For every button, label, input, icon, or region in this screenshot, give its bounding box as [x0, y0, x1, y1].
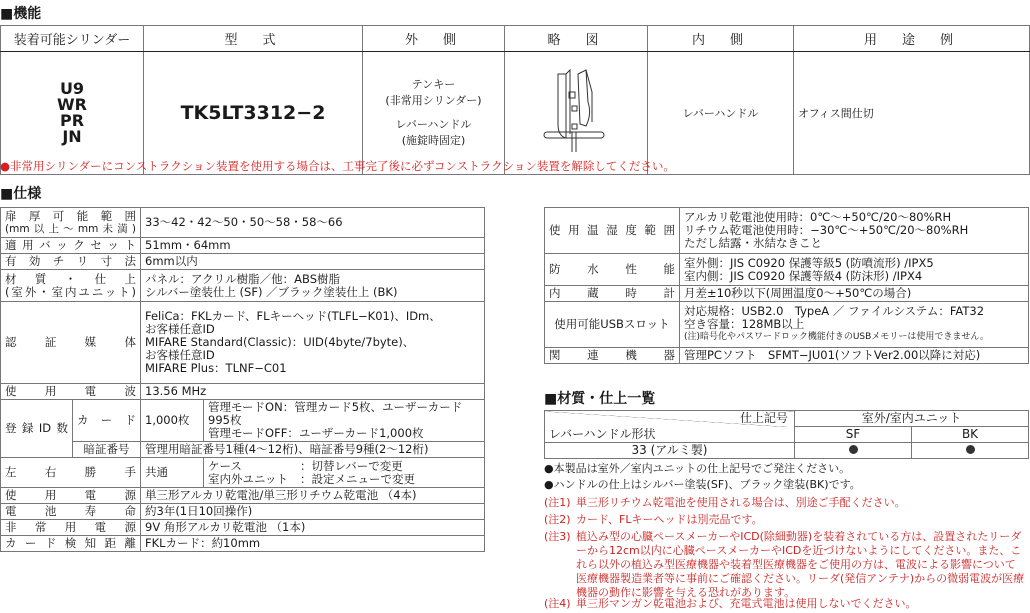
hand-case-label: ケース [208, 458, 242, 473]
red-note-3 [544, 530, 1026, 600]
waterproof-value [680, 254, 1029, 286]
value-line: 空き容量：128MB以上 [684, 317, 805, 331]
value-line: FeliCa：FKLカード、FLキーヘッド(TLFL−K01)、IDm、 [145, 309, 441, 323]
value-line: シルバー塗装仕上 (SF) ／ブラック塗装仕上 (BK) [145, 284, 398, 299]
value-line: ただし結露・氷結なきこと [684, 236, 822, 250]
value-line: アルカリ乾電池使用時：0℃～+50℃/20～80%RH [684, 210, 952, 224]
cylinder-wr: WR [57, 95, 87, 114]
related-label: 関連機器 [545, 348, 680, 364]
function-table [0, 25, 1030, 175]
sf-available [795, 443, 912, 459]
label-line: (mm以上～mm未満) [5, 222, 136, 235]
distance-label: カード検知距離 [1, 536, 141, 552]
hand-common: 共通 [141, 458, 204, 488]
finish-label [1, 270, 141, 302]
backset-value: 51mm・64mm [141, 238, 485, 254]
available-dot-icon [849, 445, 858, 454]
reg-id-label: 登録ID数 [1, 400, 73, 458]
auth-label: 認証媒体 [1, 302, 141, 384]
header-sketch: 略 図 [505, 26, 648, 52]
lever-handle-sketch-icon [536, 62, 616, 162]
latch-value: 6mm以内 [141, 254, 485, 270]
header-outer: 外 側 [363, 26, 505, 52]
available-dot-icon [966, 445, 975, 454]
card-count: 1,000枚 [141, 400, 204, 442]
label-line: (室外・室内ユニット) [5, 284, 136, 299]
card-label: カード [73, 400, 141, 442]
value-line: 室内側：JIS C0920 保護等級4 (防沫形) /IPX4 [684, 268, 923, 283]
note-finish: ●ハンドルの仕上はシルバー塗装(SF)、ブラック塗装(BK)です。 [544, 478, 861, 491]
header-use: 用 途 例 [794, 26, 1030, 52]
outer-line: レバーハンドル [395, 118, 472, 131]
model-number: TK5LT3312−2 [144, 52, 363, 175]
value-line: MIFARE Standard(Classic)：UID(4byte/7byte)、 [145, 335, 415, 349]
value-line: MIFARE Plus：TLNF−C01 [145, 361, 287, 375]
distance-value: FKLカード：約10mm [141, 536, 485, 552]
cylinder-list [1, 52, 144, 175]
backset-label: 適用バックセット [1, 238, 141, 254]
env-label: 使用温湿度範囲 [545, 208, 680, 254]
waterproof-label: 防水性能 [545, 254, 680, 286]
spec-section-title: ■仕様 [0, 186, 42, 202]
value-line: 管理モードON：管理カード5枚、ユーザーカード995枚 [208, 400, 463, 427]
outer-line: (非常用シリンダー) [385, 94, 482, 107]
door-thickness-label [1, 208, 141, 238]
header-cylinder: 装着可能シリンダー [1, 26, 144, 52]
lever-shape-label: レバーハンドル形状 [545, 427, 795, 443]
card-modes [204, 400, 485, 442]
outer-side [363, 52, 505, 175]
power-value: 単三形アルカリ乾電池/単三形リチウム乾電池 （4本) [141, 488, 485, 504]
auth-value [141, 302, 485, 384]
emergency-label: 非常用電源 [1, 520, 141, 536]
hand-detail [204, 458, 485, 488]
inner-side: レバーハンドル [648, 52, 794, 175]
label-line: 扉厚可能範囲 [5, 208, 136, 223]
shape-value: 33 (アルミ製) [545, 443, 795, 459]
latch-label: 有効チリ寸法 [1, 254, 141, 270]
value-line: リチウム乾電池使用時：−30℃～+50℃/20～80%RH [684, 223, 969, 237]
label-line: 材質・仕上 [5, 271, 136, 286]
header-inner: 内 側 [648, 26, 794, 52]
value-line: 対応規格：USB2.0 TypeA ／ ファイルシステム：FAT32 [684, 304, 985, 318]
note-mark: (注4) [544, 597, 571, 610]
function-section-title: ■機能 [0, 6, 42, 22]
outer-line: テンキー [411, 78, 456, 91]
battery-value: 約3年(1日10回操作) [141, 504, 485, 520]
finish-code-label: 仕上記号 [545, 411, 795, 427]
pin-value: 管理用暗証番号1種(4～12桁)、暗証番号9種(2～12桁) [141, 442, 485, 458]
usb-label: 使用可能USBスロット [545, 302, 680, 348]
emergency-value: 9V 角形アルカリ乾電池 （1本) [141, 520, 485, 536]
note-text: カード、FLキーヘッドは別売品です。 [576, 513, 763, 526]
value-line: お客様任意ID [145, 348, 215, 362]
door-thickness-value: 33～42・42～50・50～58・58～66 [141, 208, 485, 238]
material-section-title: ■材質・仕上一覧 [544, 391, 656, 407]
spec-table-right [544, 207, 1029, 364]
battery-label: 電池寿命 [1, 504, 141, 520]
column-bk: BK [912, 427, 1029, 443]
cylinder-u9: U9 [59, 79, 85, 98]
cylinder-pr: PR [59, 111, 85, 130]
column-sf: SF [795, 427, 912, 443]
pin-label: 暗証番号 [73, 442, 141, 458]
cylinder-jn: JN [62, 127, 82, 146]
red-note-2 [544, 513, 1026, 527]
hand-unit-value: ：設定メニューで変更 [300, 471, 415, 486]
use-example: オフィス間仕切 [794, 52, 1030, 175]
note-text: 単三形リチウム乾電池を使用される場合は、別途ご手配ください。 [576, 496, 906, 509]
value-line: パネル：アクリル樹脂／他：ABS樹脂 [145, 271, 341, 286]
note-mark: (注3) [544, 530, 571, 543]
note-order: ●本製品は室外／室内ユニットの仕上記号でご発注ください。 [544, 462, 851, 475]
red-note-4 [544, 597, 1026, 611]
unit-header: 室外/室内ユニット [795, 411, 1029, 427]
hand-case-value: ：切替レバーで変更 [300, 458, 403, 473]
hand-unit-label: 室内外ユニット [208, 471, 289, 486]
red-note-1 [544, 496, 1026, 510]
usb-value [680, 302, 1029, 348]
env-value [680, 208, 1029, 254]
note-mark: (注2) [544, 513, 571, 526]
construction-warning: ●非常用シリンダーにコンストラクション装置を使用する場合は、工事完了後に必ずコンストラクション装置を解除してください。 [0, 159, 675, 173]
header-model: 型 式 [144, 26, 363, 52]
value-line: 室外側：JIS C0920 保護等級5 (防噴流形) /IPX5 [684, 255, 934, 270]
power-label: 使用電源 [1, 488, 141, 504]
note-mark: (注1) [544, 496, 571, 509]
clock-value: 月差±10秒以下(周囲温度0～+50℃の場合) [680, 286, 1029, 302]
bk-available [912, 443, 1029, 459]
value-line: お客様任意ID [145, 322, 215, 336]
usb-note: (注)暗号化やパスワードロック機能付きのUSBメモリーは使用できません。 [684, 332, 989, 342]
finish-value [141, 270, 485, 302]
outer-line: (施錠時固定) [401, 134, 466, 147]
spec-table-left [0, 207, 485, 552]
clock-label: 内蔵時計 [545, 286, 680, 302]
radio-value: 13.56 MHz [141, 384, 485, 400]
related-value: 管理PCソフト SFMT−JU01(ソフトVer2.00以降に対応) [680, 348, 1029, 364]
note-text: 植込み型の心臓ペースメーカーやICD(除細動器)を装着されている方は、設置されたリーダーから12cm以内に心臓ペースメーカーやICDを近づけないようにしてください。また、これら以外の植込み型医療機器や装着型医療機器をご使用の方は、電波による影響について医療機器製造業者等に事前にご確認ください。リーダ(発信アンテナ)からの微弱電波が医療機器の動作に影響を与える恐れがあります。 [576, 530, 1025, 599]
value-line: 管理モードOFF：ユーザーカード1,000枚 [208, 426, 424, 440]
sketch-cell [505, 52, 648, 175]
note-text: 単三形マンガン乾電池および、充電式電池は使用しないでください。 [576, 597, 917, 610]
radio-label: 使用電波 [1, 384, 141, 400]
material-table [544, 410, 1029, 459]
hand-label: 左右勝手 [1, 458, 141, 488]
